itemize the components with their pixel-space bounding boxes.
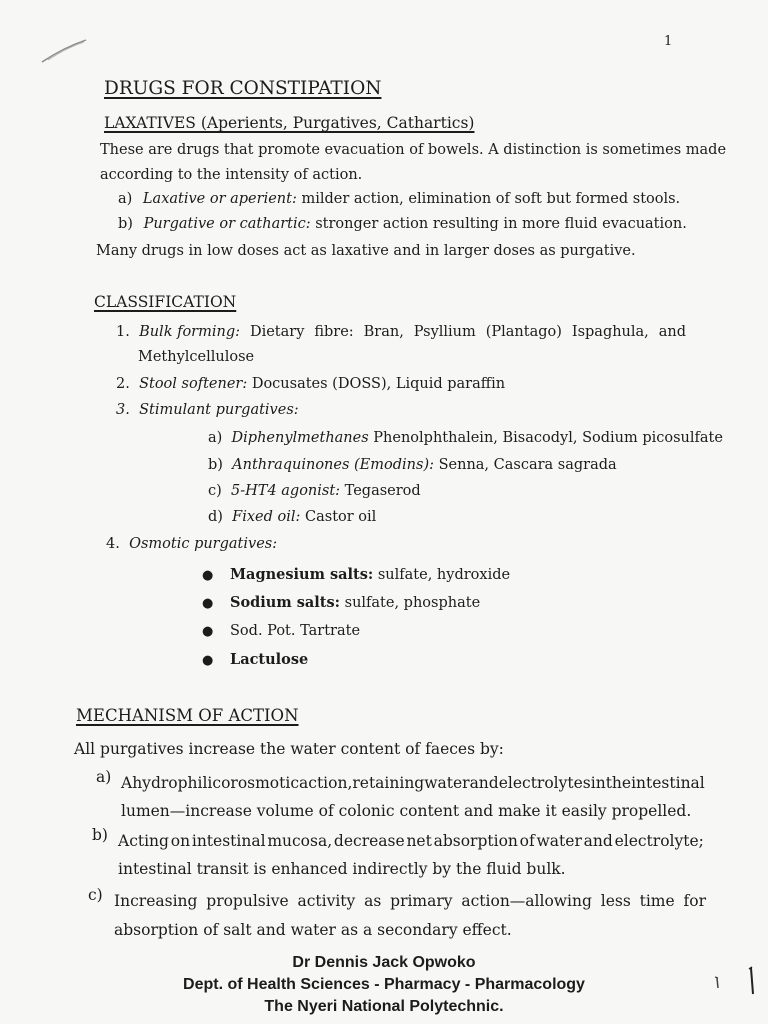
margin-mark-icon xyxy=(710,964,760,998)
term-bulk: Bulk forming: xyxy=(139,324,241,340)
term-fixed-oil: Fixed oil: xyxy=(232,509,301,525)
intro-line-2: according to the intensity of action. xyxy=(100,167,363,183)
list-marker: d) xyxy=(208,509,223,525)
mechanism-intro: All purgatives increase the water content of faeces by: xyxy=(74,740,504,758)
word: osmotic xyxy=(237,774,300,792)
term-stimulant: Stimulant purgatives: xyxy=(139,402,299,418)
osmotic-item-magnesium xyxy=(202,566,510,583)
osmotic-item-tartrate xyxy=(202,622,360,639)
dose-note: Many drugs in low doses act as laxative and in larger doses as purgative. xyxy=(96,243,636,259)
bullet-icon: ● xyxy=(202,596,214,611)
type-item-laxative xyxy=(118,191,680,207)
text-tartrate: Sod. Pot. Tartrate xyxy=(230,623,361,639)
stimulant-item-d xyxy=(208,509,376,525)
page-title: DRUGS FOR CONSTIPATION xyxy=(104,78,382,99)
list-marker: 3. xyxy=(116,402,130,418)
word: and xyxy=(469,774,499,792)
word: propulsive xyxy=(206,892,289,910)
word: as xyxy=(364,892,382,910)
word: or xyxy=(221,774,238,792)
intro-line-1: These are drugs that promote evacuation of bowels. A distinction is sometimes made xyxy=(100,142,727,158)
word: A xyxy=(121,774,133,792)
word: and xyxy=(583,832,613,850)
mechanism-b-line-2: intestinal transit is enhanced indirectly by the fluid bulk. xyxy=(118,860,566,878)
text-purgative: stronger action resulting in more fluid evacuation. xyxy=(310,216,687,232)
class-item-osmotic xyxy=(106,536,277,552)
bullet-icon: ● xyxy=(202,568,214,583)
word: water xyxy=(536,832,582,850)
list-marker: a) xyxy=(118,191,133,207)
mechanism-heading: MECHANISM OF ACTION xyxy=(76,706,299,725)
list-marker: 1. xyxy=(116,324,130,340)
word: for xyxy=(683,892,706,910)
word: absorption xyxy=(433,832,518,850)
word: retaining xyxy=(352,774,425,792)
mechanism-c-line-2: absorption of salt and water as a secondary effect. xyxy=(114,921,512,939)
footer-institution: The Nyeri National Polytechnic. xyxy=(264,998,504,1015)
list-marker: b) xyxy=(208,457,223,473)
pen-mark-icon xyxy=(40,36,90,66)
word: electrolytes xyxy=(498,774,591,792)
term-magnesium: Magnesium salts: xyxy=(230,566,374,583)
word: action, xyxy=(299,774,353,792)
term-diphenylmethanes: Diphenylmethanes xyxy=(231,430,369,446)
mechanism-b-line-1 xyxy=(118,832,704,850)
word: water xyxy=(424,774,470,792)
word: the xyxy=(605,774,632,792)
term-purgative: Purgative or cathartic: xyxy=(143,216,311,232)
word: Dietary xyxy=(249,324,305,340)
word: Acting xyxy=(118,832,169,850)
word: Increasing xyxy=(114,892,198,910)
stimulant-item-b xyxy=(208,457,617,473)
text-anthraquinones: Senna, Cascara sagrada xyxy=(433,457,617,473)
mechanism-b-marker: b) xyxy=(92,826,108,844)
term-softener: Stool softener: xyxy=(139,376,248,392)
term-sodium: Sodium salts: xyxy=(230,594,341,611)
word: action—allowing xyxy=(461,892,592,910)
term-laxative: Laxative or aperient: xyxy=(142,191,297,207)
text-5ht4: Tegaserod xyxy=(340,483,421,499)
stimulant-item-a xyxy=(208,430,723,446)
type-item-purgative xyxy=(118,216,687,232)
class-item-softener xyxy=(116,376,505,392)
word: intestinal xyxy=(631,774,705,792)
word: intestinal xyxy=(191,832,266,850)
word: on xyxy=(170,832,191,850)
term-5ht4: 5-HT4 agonist: xyxy=(231,483,341,499)
text-fixed-oil: Castor oil xyxy=(300,509,377,525)
word: electrolyte; xyxy=(614,832,704,850)
page-number: 1 xyxy=(664,34,673,49)
mechanism-a-line-2: lumen—increase volume of colonic content and make it easily propelled. xyxy=(121,802,692,820)
mechanism-c-marker: c) xyxy=(88,886,103,904)
word: in xyxy=(590,774,606,792)
term-anthraquinones: Anthraquinones (Emodins): xyxy=(232,457,434,473)
word: less xyxy=(600,892,631,910)
list-marker: c) xyxy=(208,483,222,499)
mechanism-c-line-1 xyxy=(114,892,706,910)
word: decrease xyxy=(333,832,405,850)
bullet-icon: ● xyxy=(202,653,214,668)
word: Psyllium xyxy=(413,324,476,340)
word: fibre: xyxy=(314,324,354,340)
word: primary xyxy=(390,892,453,910)
osmotic-item-sodium xyxy=(202,594,480,611)
bullet-icon: ● xyxy=(202,624,214,639)
word: time xyxy=(639,892,675,910)
term-osmotic: Osmotic purgatives: xyxy=(129,536,278,552)
subtitle: LAXATIVES (Aperients, Purgatives, Cathartics) xyxy=(104,114,475,132)
class-item-bulk xyxy=(116,324,686,340)
term-lactulose: Lactulose xyxy=(230,651,309,668)
word: Ispaghula, xyxy=(571,324,649,340)
footer-department: Dept. of Health Sciences - Pharmacy - Pharmacology xyxy=(183,976,585,993)
word: net xyxy=(406,832,432,850)
mechanism-a-marker: a) xyxy=(96,768,112,786)
text-sodium: sulfate, phosphate xyxy=(340,595,481,611)
text-softener: Docusates (DOSS), Liquid paraffin xyxy=(247,376,506,392)
word: activity xyxy=(297,892,356,910)
footer-author: Dr Dennis Jack Opwoko xyxy=(292,954,476,971)
word: hydrophilic xyxy=(132,774,222,792)
classification-heading: CLASSIFICATION xyxy=(94,293,237,311)
list-marker: 2. xyxy=(116,376,130,392)
bulk-continuation: Methylcellulose xyxy=(138,349,255,365)
word: mucosa, xyxy=(267,832,333,850)
word: of xyxy=(519,832,535,850)
text-diphenylmethanes: Phenolphthalein, Bisacodyl, Sodium picosulfate xyxy=(368,430,723,446)
text-laxative: milder action, elimination of soft but formed stools. xyxy=(296,191,681,207)
osmotic-item-lactulose xyxy=(202,651,308,668)
word: (Plantago) xyxy=(485,324,562,340)
word: Bran, xyxy=(363,324,404,340)
list-marker: 4. xyxy=(106,536,120,552)
list-marker: b) xyxy=(118,216,133,232)
class-item-stimulant xyxy=(116,402,299,418)
word: and xyxy=(658,324,686,340)
mechanism-a-line-1 xyxy=(121,774,704,792)
text-magnesium: sulfate, hydroxide xyxy=(373,567,511,583)
stimulant-item-c xyxy=(208,483,421,499)
list-marker: a) xyxy=(208,430,223,446)
